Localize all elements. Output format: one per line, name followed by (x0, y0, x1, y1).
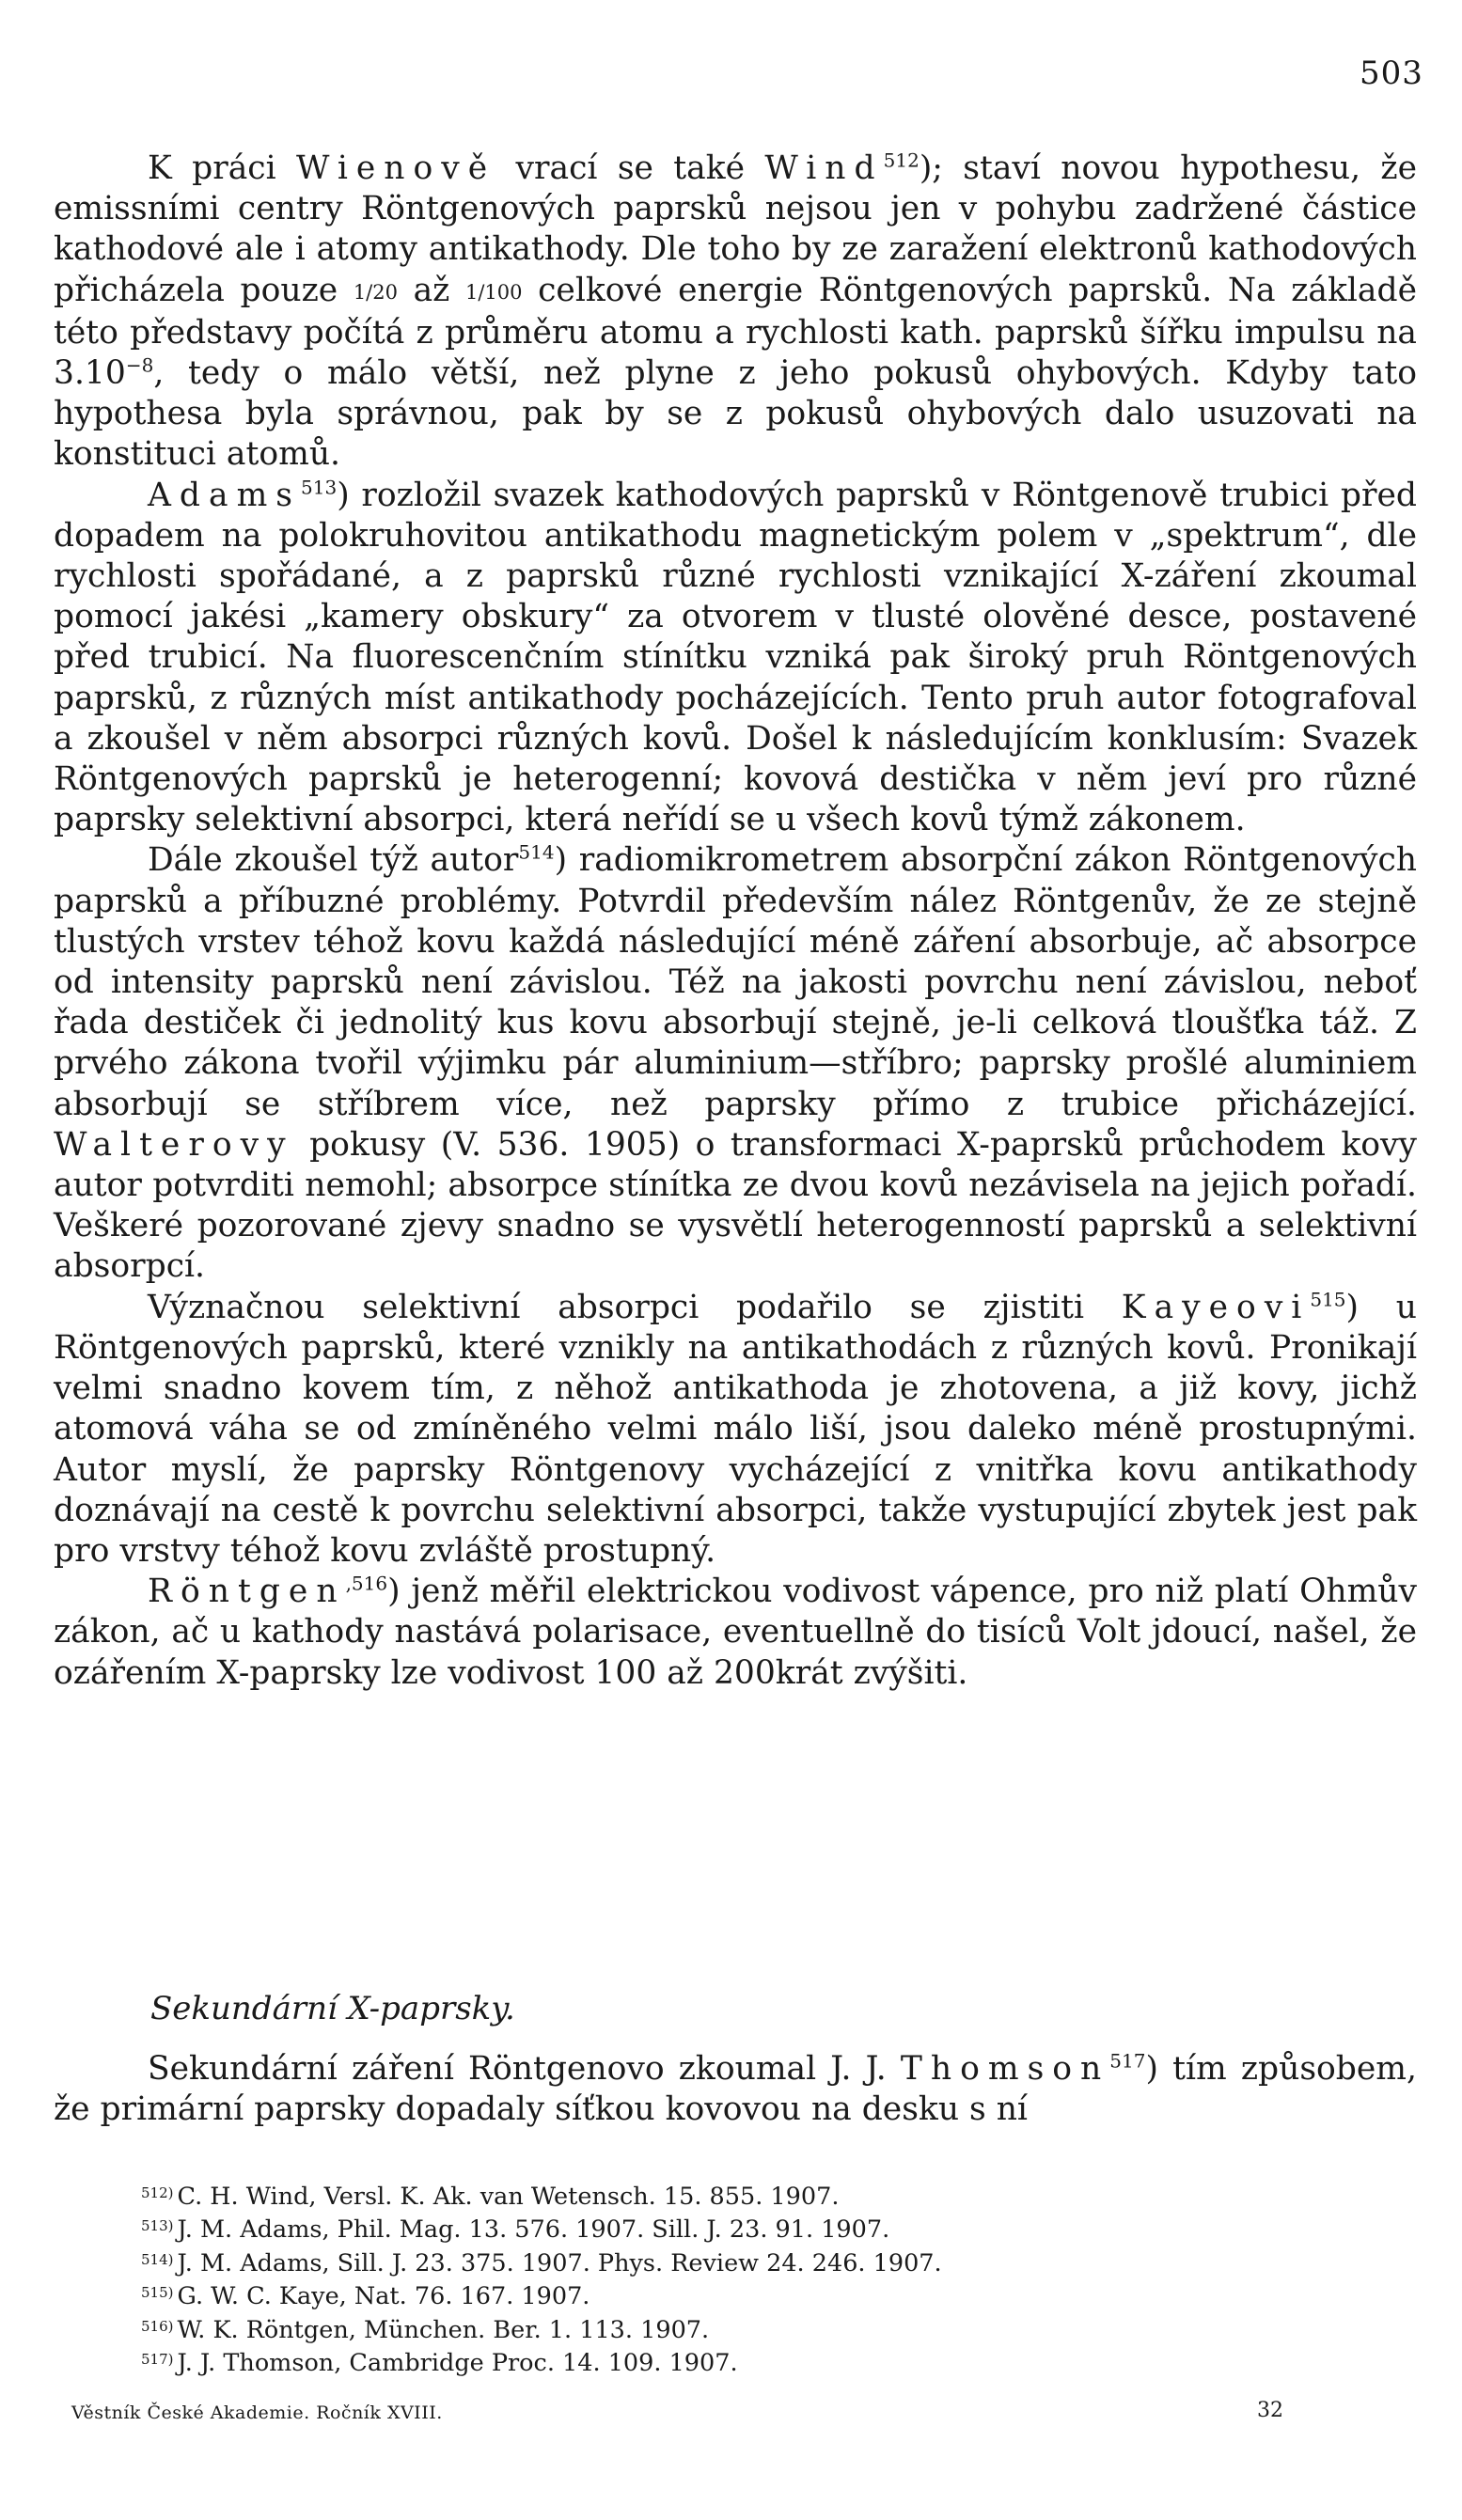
text-run: Dále zkoušel týž autor (148, 841, 519, 880)
spaced-name: Wienově (296, 149, 496, 187)
footnote (141, 2212, 1363, 2245)
footnotes (141, 2179, 1363, 2378)
journal-footer: Věstník České Akademie. Ročník XVIII. (71, 2403, 443, 2423)
page-number: 503 (1360, 55, 1423, 92)
text-run: ) jenž měřil elektrickou vodivost vápence, pro niž platí Ohmův zákon, ač u kathody nastává polarisace, eventuellně do tisíců Volt jdoucí, našel, že ozářením X-paprsky lze vodivost 100 až 200krát zvýšiti. (54, 1573, 1417, 1692)
text-run: ) tím způsobem, že primární paprsky dopadaly síťkou kovovou na desku s ní (54, 2050, 1417, 2129)
footnote-mark: 515) (141, 2284, 174, 2302)
text-run: ) u Röntgenových paprsků, které vznikly na antikathodách z různých kovů. Pronikají velmi snadno kovem tím, z něhož antikathoda je zhotovena, a již kovy, jichž atomová váha se od zmíněného velmi málo liší, jsou daleko méně prostupnými. Autor myslí, že paprsky Röntgenovy vycházející z vnitřka kovu antikathody doznávají na cestě k povrchu selektivní absorpci, takže vystupující zbytek jest pak pro vrstvy téhož kovu zvláště prostupný. (54, 1288, 1417, 1570)
spaced-name: Kayeovi (1121, 1288, 1311, 1326)
footnote-text: W. K. Röntgen, München. Ber. 1. 113. 1907. (177, 2315, 710, 2344)
text-run: , tedy o málo větší, než plyne z jeho pokusů ohybových. Kdyby tato hypothesa byla správnou, pak by se z pokusů ohybových dalo usuzovati na konstituci atomů. (54, 354, 1417, 474)
footnote-text: J. M. Adams, Phil. Mag. 13. 576. 1907. Sill. J. 23. 91. 1907. (177, 2215, 890, 2245)
spaced-name: Adams (148, 476, 301, 514)
paragraph (54, 1288, 1417, 1572)
text-run: ); staví novou hypothesu, že emissními centry Röntgenových paprsků nejsou jen v pohybu zadržené částice kathodové ale i atomy antikathody. Dle toho by ze zaražení elektronů kathodových přicházela pouze (54, 149, 1418, 309)
footnote-text: C. H. Wind, Versl. K. Ak. van Wetensch. 15. 855. 1907. (177, 2183, 840, 2211)
signature-mark: 32 (1257, 2399, 1283, 2422)
text-run: ) rozložil svazek kathodových paprsků v Röntgenově trubici před dopadem na polokruhovitou antikathodu magnetickým polem v „spektrum“, dle rychlosti spořádané, a z paprsků různé rychlosti vznikající X-záření zkoumal pomocí jakési „kamery obskury“ za otvorem v tlusté olověné desce, postavené před trubicí. Na fluorescenčním stínítku vzniká pak široký pruh Röntgenových paprsků, z různých míst antikathody pocházejících. Tento pruh autor fotografoval a zkoušel v něm absorpci různých kovů. Došel k následujícím konklusím: Svazek Röntgenových paprsků je heterogenní; kovová destička v něm jeví pro různé paprsky selektivní absorpci, která neřídí se u všech kovů týmž zákonem. (54, 476, 1417, 839)
footnote-ref: 513 (301, 476, 338, 499)
footnote-ref: −8 (125, 353, 154, 377)
footnote-mark: 512) (141, 2184, 174, 2201)
footnote (141, 2179, 1363, 2212)
text-run: Význačnou selektivní absorpci podařilo se zjistiti (148, 1288, 1122, 1326)
footnote (141, 2345, 1363, 2378)
footnote (141, 2312, 1363, 2345)
footnote (141, 2246, 1363, 2278)
paragraph (54, 1572, 1417, 1694)
text-run: 1/20 (353, 280, 398, 304)
paragraph (54, 149, 1417, 476)
text-run: K práci (148, 149, 296, 187)
footnote-text: J. J. Thomson, Cambridge Proc. 14. 109. 1907. (177, 2349, 738, 2378)
paragraph (54, 476, 1417, 841)
text-run: ) radiomikrometrem absorpční zákon Röntgenových paprsků a příbuzné problémy. Potvrdil především nález Röntgenův, že ze stejně tlustých vrstev téhož kovu každá následující méně záření absorbuje, ač absorpce od intensity paprsků není závislou. Též na jakosti povrchu není závislou, neboť řada destiček či jednolitý kus kovu absorbují stejně, je-li celková tloušťka táž. Z prvého zákona tvořil výjimku pár aluminium—stříbro; paprsky prošlé aluminiem absorbují se stříbrem více, než paprsky přímo z trubice přicházející. (54, 841, 1417, 1123)
footnote-text: G. W. C. Kaye, Nat. 76. 167. 1907. (177, 2282, 590, 2311)
spaced-name: Thomson (900, 2050, 1110, 2088)
footnote-mark: 516) (141, 2317, 174, 2335)
paragraph (54, 2049, 1417, 2130)
footnote-ref: 517 (1109, 2049, 1146, 2073)
footnote-ref: 515 (1310, 1288, 1346, 1311)
footnote-mark: 514) (141, 2250, 174, 2268)
main-text (54, 149, 1417, 1694)
spaced-name: Wind (764, 149, 884, 187)
text-run: Sekundární záření Röntgenovo zkoumal J. J. (148, 2050, 901, 2088)
text-run: 1/100 (464, 280, 523, 304)
footnote-text: J. M. Adams, Sill. J. 23. 375. 1907. Phys. Review 24. 246. 1907. (177, 2248, 942, 2277)
footnote-mark: 513) (141, 2217, 174, 2235)
footnote-ref: 512 (883, 149, 920, 172)
text-run: až (397, 271, 465, 309)
spaced-name: Röntgen (148, 1573, 346, 1611)
main-text-continued (54, 2049, 1417, 2130)
footnote-ref: 514 (518, 840, 555, 864)
footnote (141, 2278, 1363, 2311)
footnote-mark: 517) (141, 2351, 174, 2369)
paragraph (54, 840, 1417, 1287)
text-run: pokusy (V. 536. 1905) o transformaci X-paprsků průchodem kovy autor potvrditi nemohl; absorpce stínítka ze dvou kovů nezávisela na jejich pořadí. Veškeré pozorované zjevy snadno se vysvětlí heterogenností paprsků a selektivní absorpcí. (54, 1125, 1417, 1286)
spaced-name: Walterovy (54, 1125, 294, 1164)
section-heading: Sekundární X-paprsky. (150, 1990, 515, 2027)
text-run: celkové energie Röntgenových paprsků. Na základě této představy počítá z průměru atomu a rychlosti kath. paprsků šířku impulsu na 3.10 (54, 271, 1417, 393)
footnote-ref: ,516 (345, 1572, 388, 1595)
text-run: vrací se také (495, 149, 765, 187)
